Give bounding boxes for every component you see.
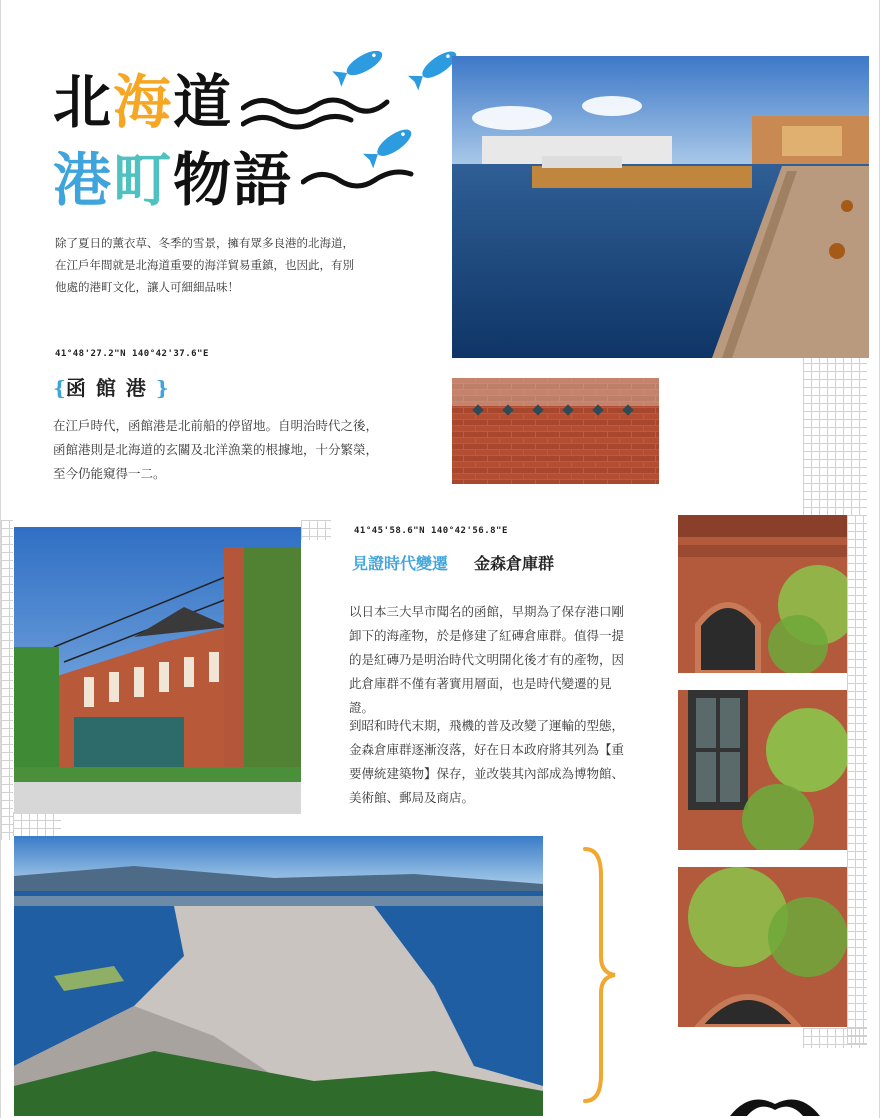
harbor-photo xyxy=(452,56,869,358)
title-char: 北 xyxy=(53,68,114,136)
grid-texture-mid xyxy=(301,520,331,540)
arch-window-photo-3 xyxy=(678,867,847,1027)
bracket-open: { xyxy=(53,376,66,400)
title-char: 語 xyxy=(233,146,294,214)
bracket-close: } xyxy=(155,376,169,400)
section2-heading xyxy=(352,551,554,574)
section1-coordinates: 41°48'27.2"N 140°42'37.6"E xyxy=(55,349,209,359)
title-char: 物 xyxy=(173,146,234,214)
grid-texture-right-bottom xyxy=(847,515,867,1045)
section2-body-1: 以日本三大早市聞名的函館，早期為了保存港口剛卸下的海產物，於是修建了紅磚倉庫群。值得一提的是紅磚乃是明治時代文明開化後才有的產物，因此倉庫群不僅有著實用層面，也是時代變遷的見證。 xyxy=(349,604,625,715)
grid-texture-right-top xyxy=(803,355,867,515)
warehouse-photo xyxy=(14,527,301,814)
title-char: 道 xyxy=(173,68,234,136)
title-char: 港 xyxy=(53,146,114,214)
brick-wall-photo xyxy=(452,378,659,484)
fish-icon xyxy=(361,118,421,173)
window-photo-2 xyxy=(678,690,847,850)
city-panorama-photo xyxy=(14,836,543,1116)
decorative-shape-icon xyxy=(725,1086,825,1116)
brace-icon xyxy=(579,845,621,1105)
intro-text: 除了夏日的薰衣草、冬季的雪景，擁有眾多良港的北海道，在江戶年間就是北海道重要的海洋貿易重鎮，也因此，有別他處的港町文化，讓人可細細品味！ xyxy=(55,236,354,294)
section2-name: 金森倉庫群 xyxy=(474,554,555,573)
section1-heading xyxy=(53,372,169,401)
grid-texture-left-small xyxy=(13,812,61,836)
section1-body: 在江戶時代，函館港是北前船的停留地。自明治時代之後，函館港則是北海道的玄關及北洋漁業的根據地，十分繁榮，至今仍能窺得一二。 xyxy=(53,418,379,481)
title-line-1 xyxy=(53,70,233,134)
title-char: 町 xyxy=(113,146,174,214)
section1-name: 函館港 xyxy=(65,376,156,400)
section2-subtitle: 見證時代變遷 xyxy=(352,554,449,573)
arch-window-photo-1 xyxy=(678,515,847,673)
grid-texture-right-foot xyxy=(803,1028,867,1048)
grid-texture-left xyxy=(1,520,13,840)
title-line-2 xyxy=(53,148,293,212)
title-char: 海 xyxy=(113,68,174,136)
section2-coordinates: 41°45'58.6"N 140°42'56.8"E xyxy=(354,526,508,536)
fish-icon xyxy=(331,40,391,90)
section2-body-2: 到昭和時代末期，飛機的普及改變了運輸的型態，金森倉庫群逐漸沒落，好在日本政府將其列為【重要傳統建築物】保存，並改裝其內部成為博物館、美術館、郵局及商店。 xyxy=(349,718,625,805)
